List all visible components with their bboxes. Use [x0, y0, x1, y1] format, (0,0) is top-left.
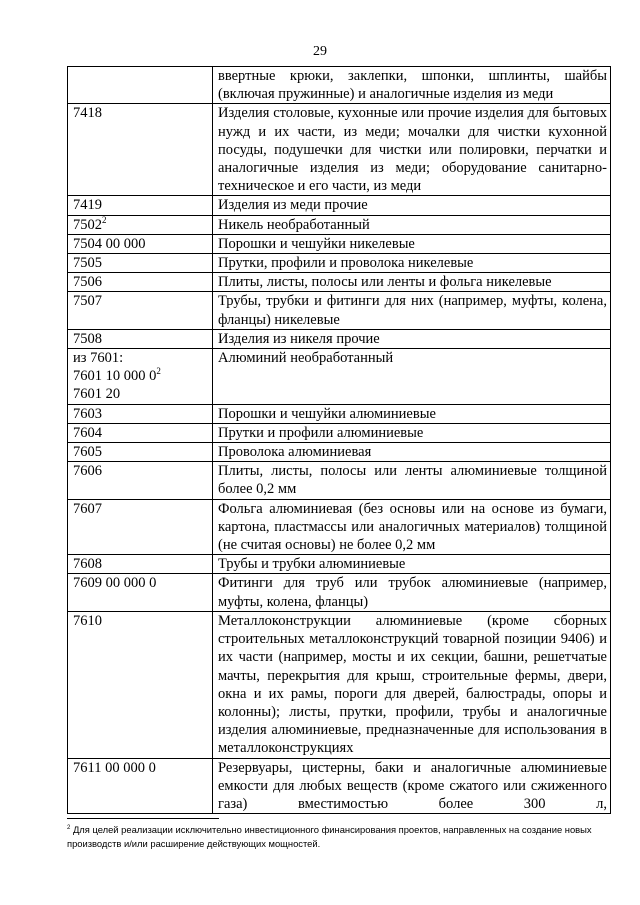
page-number: 29	[313, 44, 327, 59]
code-text: 7608	[73, 556, 102, 573]
code-line	[73, 235, 209, 253]
code-line	[73, 254, 209, 272]
code-cell	[68, 254, 213, 273]
code-line	[73, 500, 209, 518]
code-line	[73, 574, 209, 592]
description-cell: Изделия из никеля прочие	[213, 329, 611, 348]
footnote-ref: 2	[102, 214, 107, 225]
code-text: 7603	[73, 405, 102, 422]
code-text: 7601 10 000 0	[73, 368, 157, 385]
code-line	[73, 424, 209, 442]
goods-table-body	[68, 67, 611, 814]
description-cell: Плиты, листы, полосы или ленты и фольга никелевые	[213, 273, 611, 292]
code-cell	[68, 329, 213, 348]
description-cell: Трубы, трубки и фитинги для них (например, муфты, колена, фланцы) никелевые	[213, 292, 611, 329]
code-line	[73, 443, 209, 461]
table-row	[68, 329, 611, 348]
code-text: 7607	[73, 500, 102, 517]
code-line	[73, 292, 209, 310]
code-cell	[68, 67, 213, 104]
code-line	[73, 405, 209, 423]
description-cell: ввертные крюки, заклепки, шпонки, шплинты, шайбы (включая пружинные) и аналогичные изделия из меди	[213, 67, 611, 104]
code-line	[73, 67, 209, 85]
table-row	[68, 423, 611, 442]
description-cell: Никель необработанный	[213, 215, 611, 234]
code-cell	[68, 349, 213, 405]
code-cell	[68, 404, 213, 423]
code-cell	[68, 462, 213, 499]
code-text: 7508	[73, 330, 102, 347]
description-cell: Алюминий необработанный	[213, 349, 611, 405]
code-cell	[68, 273, 213, 292]
code-cell	[68, 423, 213, 442]
code-text: 7604	[73, 424, 102, 441]
code-text: 7610	[73, 612, 102, 629]
code-line	[73, 273, 209, 291]
code-text: 7502	[73, 216, 102, 233]
code-cell	[68, 234, 213, 253]
code-cell	[68, 443, 213, 462]
code-text: 7419	[73, 197, 102, 214]
footnote-divider	[67, 818, 219, 819]
code-cell	[68, 104, 213, 196]
description-cell: Трубы и трубки алюминиевые	[213, 555, 611, 574]
table-row	[68, 462, 611, 499]
code-text: 7418	[73, 105, 102, 122]
footnote	[67, 823, 607, 851]
code-text: 7601 20	[73, 386, 121, 403]
table-row	[68, 555, 611, 574]
code-line	[73, 216, 209, 234]
code-line	[73, 367, 209, 385]
code-line	[73, 104, 209, 122]
code-line	[73, 462, 209, 480]
description-cell: Изделия столовые, кухонные или прочие изделия для бытовых нужд и их части, из меди; мочалки для чистки кухонной посуды, подушечки для чистки или полировки, перчатки и аналогичные изделия из меди; оборудование санитарно-техническое и его части, из меди	[213, 104, 611, 196]
code-line	[73, 612, 209, 630]
description-cell: Порошки и чешуйки алюминиевые	[213, 404, 611, 423]
table-row	[68, 292, 611, 329]
code-line	[73, 196, 209, 214]
description-cell: Проволока алюминиевая	[213, 443, 611, 462]
table-row	[68, 254, 611, 273]
code-cell	[68, 574, 213, 611]
table-row	[68, 196, 611, 215]
description-cell: Порошки и чешуйки никелевые	[213, 234, 611, 253]
code-line	[73, 759, 209, 777]
table-row	[68, 443, 611, 462]
table-row	[68, 574, 611, 611]
table-row	[68, 67, 611, 104]
code-cell	[68, 758, 213, 814]
goods-table	[67, 66, 611, 814]
description-cell: Фольга алюминиевая (без основы или на основе из бумаги, картона, пластмассы или аналогичных материалов) толщиной (не считая основы) не более 0,2 мм	[213, 499, 611, 555]
code-cell	[68, 499, 213, 555]
table-row	[68, 499, 611, 555]
code-cell	[68, 215, 213, 234]
footnote-ref: 2	[156, 366, 161, 377]
table-row	[68, 104, 611, 196]
description-cell: Плиты, листы, полосы или ленты алюминиевые толщиной более 0,2 мм	[213, 462, 611, 499]
code-text: 7611 00 000 0	[73, 759, 156, 776]
code-line	[73, 555, 209, 573]
code-text: 7606	[73, 463, 102, 480]
table-row	[68, 273, 611, 292]
code-text: 7609 00 000 0	[73, 575, 157, 592]
description-cell: Резервуары, цистерны, баки и аналогичные алюминиевые емкости для любых веществ (кроме сжатого или сжиженного газа) вместимостью более 300 л,	[213, 758, 611, 814]
footnote-marker: 2	[67, 824, 71, 831]
code-text: 7504 00 000	[73, 235, 146, 252]
code-line	[73, 330, 209, 348]
code-text: из 7601:	[73, 350, 124, 367]
table-row	[68, 234, 611, 253]
code-line	[73, 385, 209, 403]
code-cell	[68, 555, 213, 574]
description-cell: Прутки и профили алюминиевые	[213, 423, 611, 442]
table-row	[68, 349, 611, 405]
code-cell	[68, 196, 213, 215]
table-row	[68, 758, 611, 814]
description-cell: Металлоконструкции алюминиевые (кроме сборных строительных металлоконструкций товарной позиции 9406) и их части (например, мосты и их секции, башни, решетчатые мачты, перекрытия для крыш, строительные фермы, двери, окна и их рамы, пороги для дверей, балюстрады, опоры и колонны); листы, прутки, профили, трубы и аналогичные изделия алюминиевые, предназначенные для использования в металлоконструкциях	[213, 611, 611, 758]
code-text: 7506	[73, 274, 102, 291]
code-line	[73, 349, 209, 367]
table-row	[68, 611, 611, 758]
table-row	[68, 215, 611, 234]
code-text: 7507	[73, 293, 102, 310]
description-cell: Прутки, профили и проволока никелевые	[213, 254, 611, 273]
description-cell: Изделия из меди прочие	[213, 196, 611, 215]
code-cell	[68, 611, 213, 758]
code-text: 7605	[73, 444, 102, 461]
code-cell	[68, 292, 213, 329]
code-text: 7505	[73, 255, 102, 272]
footnote-text: Для целей реализации исключительно инвестиционного финансирования проектов, направленных на создание новых производств и/или расширение действующих мощностей.	[67, 824, 592, 849]
description-cell: Фитинги для труб или трубок алюминиевые (например, муфты, колена, фланцы)	[213, 574, 611, 611]
table-row	[68, 404, 611, 423]
